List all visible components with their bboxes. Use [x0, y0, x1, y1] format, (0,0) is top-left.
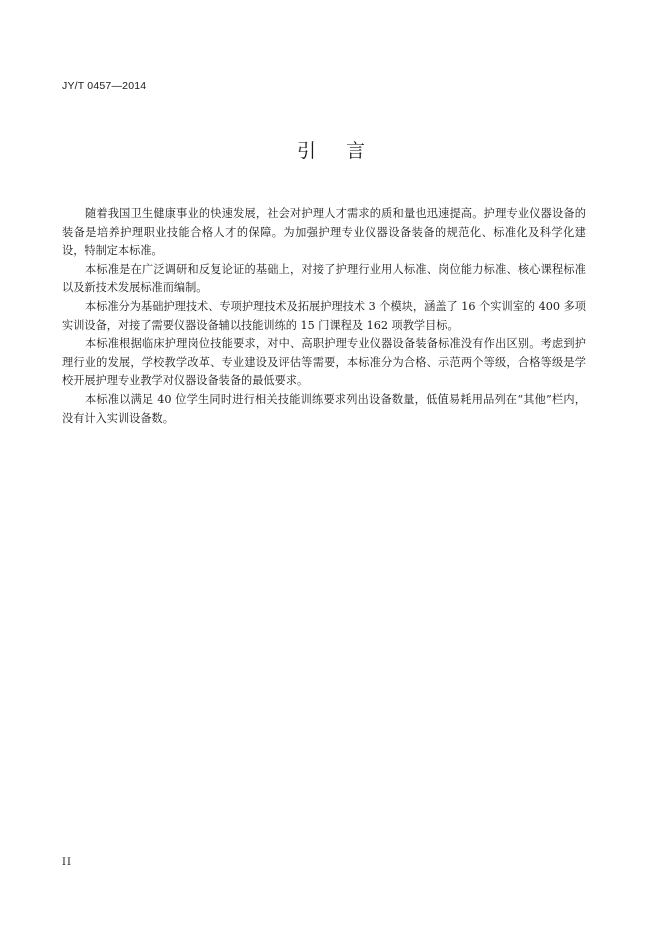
standard-code: JY/T 0457—2014 [62, 80, 147, 92]
page-number: II [62, 857, 72, 868]
paragraph: 随着我国卫生健康事业的快速发展，社会对护理人才需求的质和量也迅速提高。护理专业仪器设备的装备是培养护理职业技能合格人才的保障。为加强护理专业仪器设备装备的规范化、标准化及科学化建设，特制定本标准。 [62, 207, 586, 258]
paragraph: 本标准以满足 40 位学生同时进行相关技能训练要求列出设备数量，低值易耗用品列在“其他”栏内，没有计入实训设备数。 [62, 392, 586, 425]
body-text [62, 205, 586, 428]
paragraph: 本标准根据临床护理岗位技能要求，对中、高职护理专业仪器设备装备标准没有作出区别。考虑到护理行业的发展，学校教学改革、专业建设及评估等需要，本标准分为合格、示范两个等级，合格等级是学校开展护理专业教学对仪器设备装备的最低要求。 [62, 337, 586, 388]
paragraph: 本标准是在广泛调研和反复论证的基础上，对接了护理行业用人标准、岗位能力标准、核心课程标准以及新技术发展标准而编制。 [62, 262, 586, 295]
page-title: 引言 [296, 140, 395, 162]
paragraph: 本标准分为基础护理技术、专项护理技术及拓展护理技术 3 个模块，涵盖了 16 个实训室的 400 多项实训设备，对接了需要仪器设备辅以技能训练的 15 门课程及 162 项教学目标。 [62, 299, 586, 332]
